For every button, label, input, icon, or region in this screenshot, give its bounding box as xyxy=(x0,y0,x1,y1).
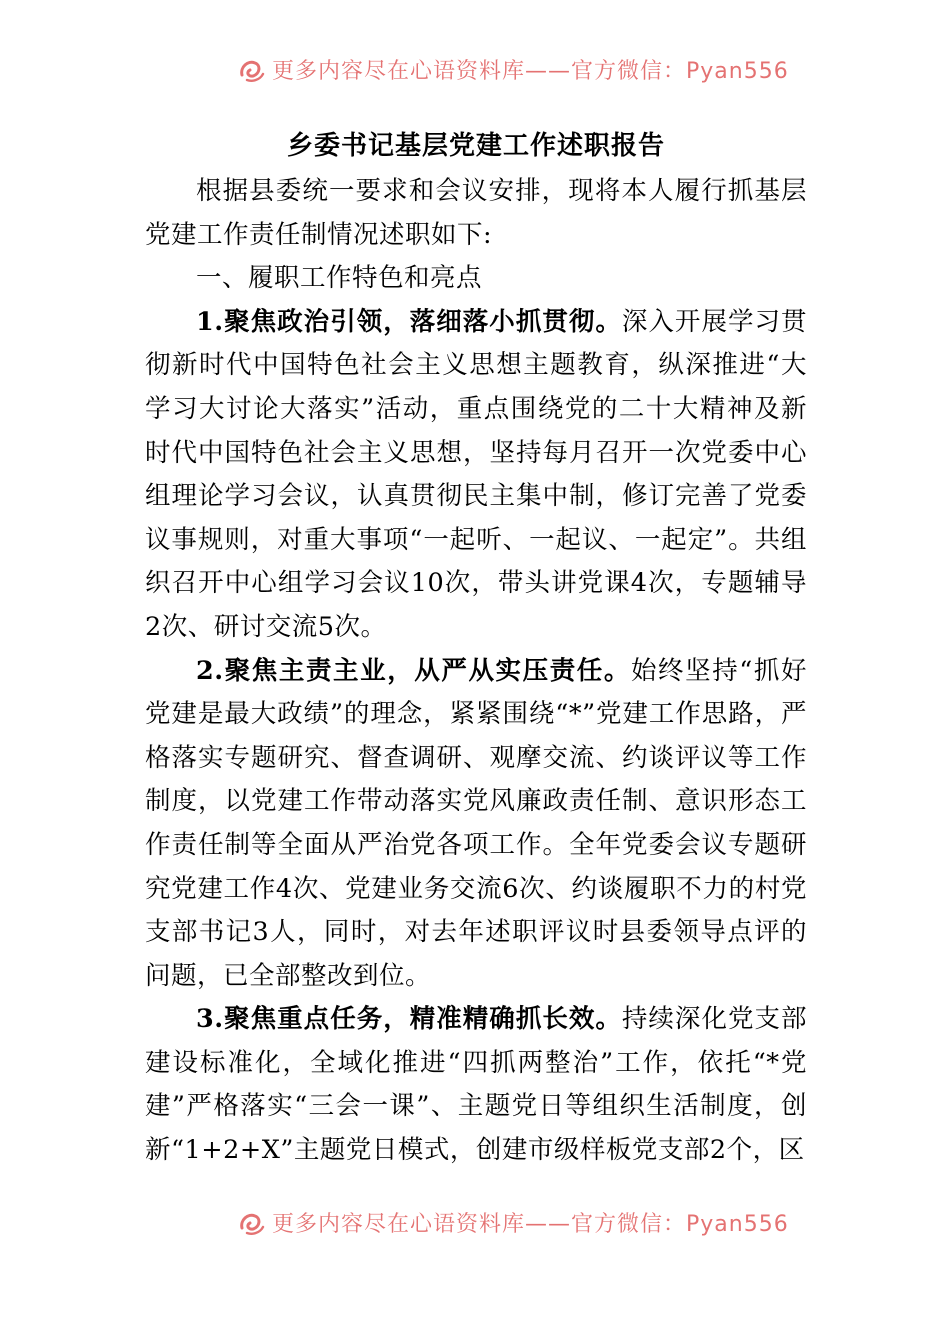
document-body xyxy=(145,124,807,1173)
item-lead: 3.聚焦重点任务，精准精确抓长效。 xyxy=(196,1004,622,1035)
watermark-top xyxy=(0,48,950,88)
list-item xyxy=(145,301,807,650)
document-title: 乡委书记基层党建工作述职报告 xyxy=(286,131,665,161)
item-body: 持续深化党支部建设标准化，全域化推进“四抓两整治”工作，依托“*党建”严格落实“三会一课”、主题党日等组织生活制度，创新“1+2+X”主题党日模式，创建市级样板党支部2个，区 xyxy=(145,1004,807,1166)
watermark-logo-icon xyxy=(236,1208,266,1238)
list-item xyxy=(145,650,807,999)
watermark-text: 更多内容尽在心语资料库——官方微信：Pyan556 xyxy=(272,59,789,84)
item-body: 深入开展学习贯彻新时代中国特色社会主义思想主题教育，纵深推进“大学习大讨论大落实”活动，重点围绕党的二十大精神及新时代中国特色社会主义思想，坚持每月召开一次党委中心组理论学习会议，认真贯彻民主集中制，修订完善了党委议事规则，对重大事项“一起听、一起议、一起定”。共组织召开中心组学习会议10次，带头讲党课4次，专题辅导2次、研讨交流5次。 xyxy=(145,306,807,642)
watermark-logo-icon xyxy=(236,55,266,85)
section-heading: 一、履职工作特色和亮点 xyxy=(196,263,483,294)
intro-paragraph: 根据县委统一要求和会议安排，现将本人履行抓基层党建工作责任制情况述职如下: xyxy=(145,176,807,250)
item-body: 始终坚持“抓好党建是最大政绩”的理念，紧紧围绕“*”党建工作思路，严格落实专题研究、督查调研、观摩交流、约谈评议等工作制度，以党建工作带动落实党风廉政责任制、意识形态工作责任制等全面从严治党各项工作。全年党委会议专题研究党建工作4次、党建业务交流6次、约谈履职不力的村党支部书记3人，同时，对去年述职评议时县委领导点评的问题，已全部整改到位。 xyxy=(145,655,807,991)
list-item xyxy=(145,998,807,1172)
watermark-text: 更多内容尽在心语资料库——官方微信：Pyan556 xyxy=(272,1212,789,1237)
watermark-bottom xyxy=(0,1201,950,1241)
item-lead: 1.聚焦政治引领，落细落小抓贯彻。 xyxy=(196,306,622,337)
item-lead: 2.聚焦主责主业，从严从实压责任。 xyxy=(196,655,631,686)
